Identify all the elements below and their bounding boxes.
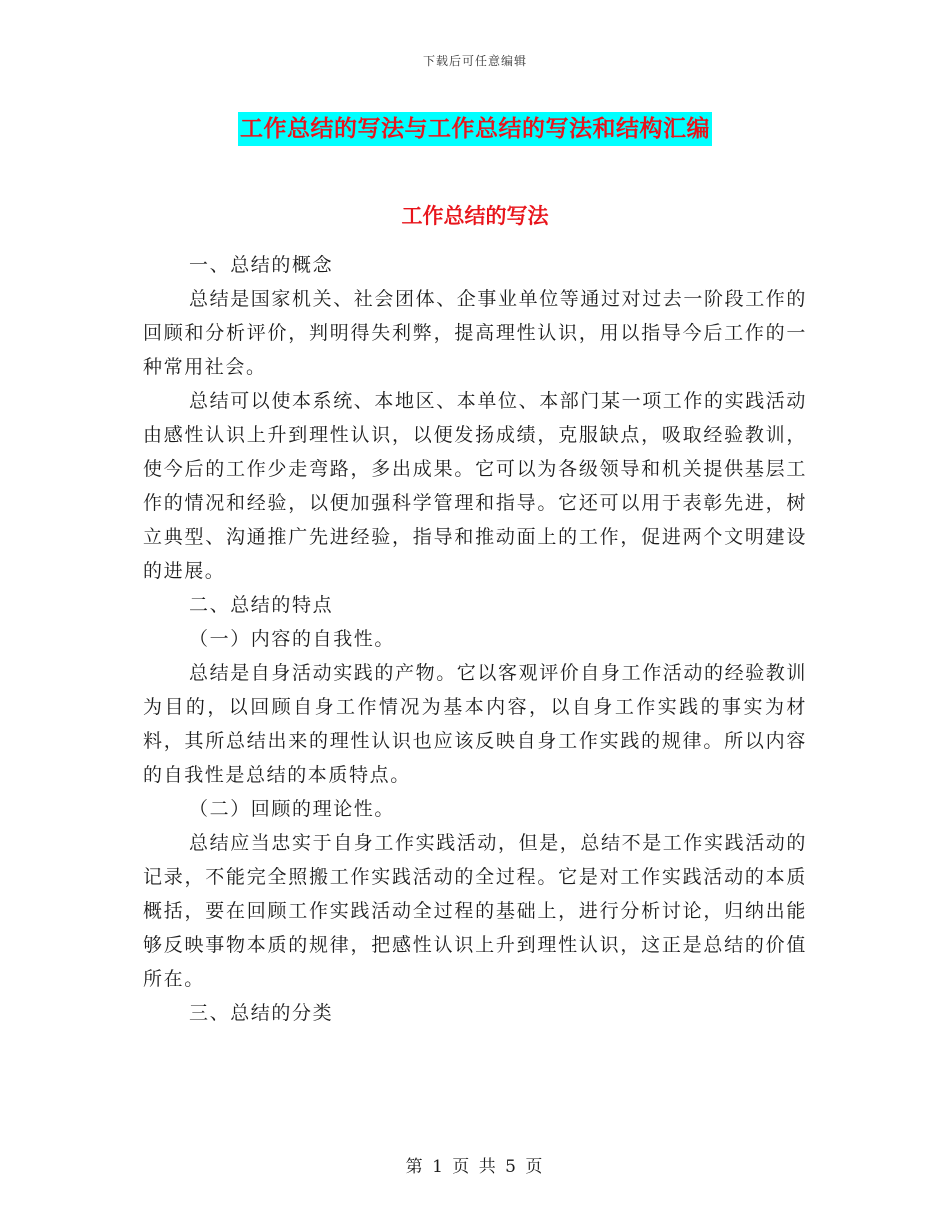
paragraph-self-content: 总结是自身活动实践的产物。它以客观评价自身工作活动的经验教训为目的，以回顾自身工作情况为基本内容，以自身工作实践的事实为材料，其所总结出来的理性认识也应该反映自身工作实践的规律。所以内容的自我性是总结的本质特点。 [143, 662, 808, 786]
page-number-footer: 第 1 页 共 5 页 [405, 1157, 545, 1177]
paragraph-concept-purpose: 总结可以使本系统、本地区、本单位、本部门某一项工作的实践活动由感性认识上升到理性认识，以便发扬成绩，克服缺点，吸取经验教训，使今后的工作少走弯路，多出成果。它可以为各级领导和机关提供基层工作的情况和经验，以便加强科学管理和指导。它还可以用于表彰先进，树立典型、沟通推广先进经验，指导和推动面上的工作，促进两个文明建设的进展。 [143, 390, 808, 582]
section-heading-features: 二、总结的特点 [189, 594, 334, 616]
document-title: 工作总结的写法与工作总结的写法和结构汇编 [238, 112, 712, 146]
page-header-note: 下载后可任意编辑 [422, 54, 527, 68]
paragraph-theoretical-review: 总结应当忠实于自身工作实践活动，但是，总结不是工作实践活动的记录，不能完全照搬工作实践活动的全过程。它是对工作实践活动的本质概括，要在回顾工作实践活动全过程的基础上，进行分析讨论，归纳出能够反映事物本质的规律，把感性认识上升到理性认识，这正是总结的价值所在。 [143, 832, 808, 990]
section-title: 工作总结的写法 [401, 204, 549, 228]
subheading-theoretical-review: （二）回顾的理论性。 [189, 798, 396, 820]
section-heading-classification: 三、总结的分类 [189, 1002, 334, 1024]
section-heading-concept: 一、总结的概念 [189, 254, 334, 276]
subheading-self-content: （一）内容的自我性。 [189, 628, 396, 650]
document-body [143, 248, 807, 1030]
paragraph-concept-definition: 总结是国家机关、社会团体、企事业单位等通过对过去一阶段工作的回顾和分析评价，判明得失利弊，提高理性认识，用以指导今后工作的一种常用社会。 [143, 288, 808, 378]
document-title-container [0, 112, 950, 146]
